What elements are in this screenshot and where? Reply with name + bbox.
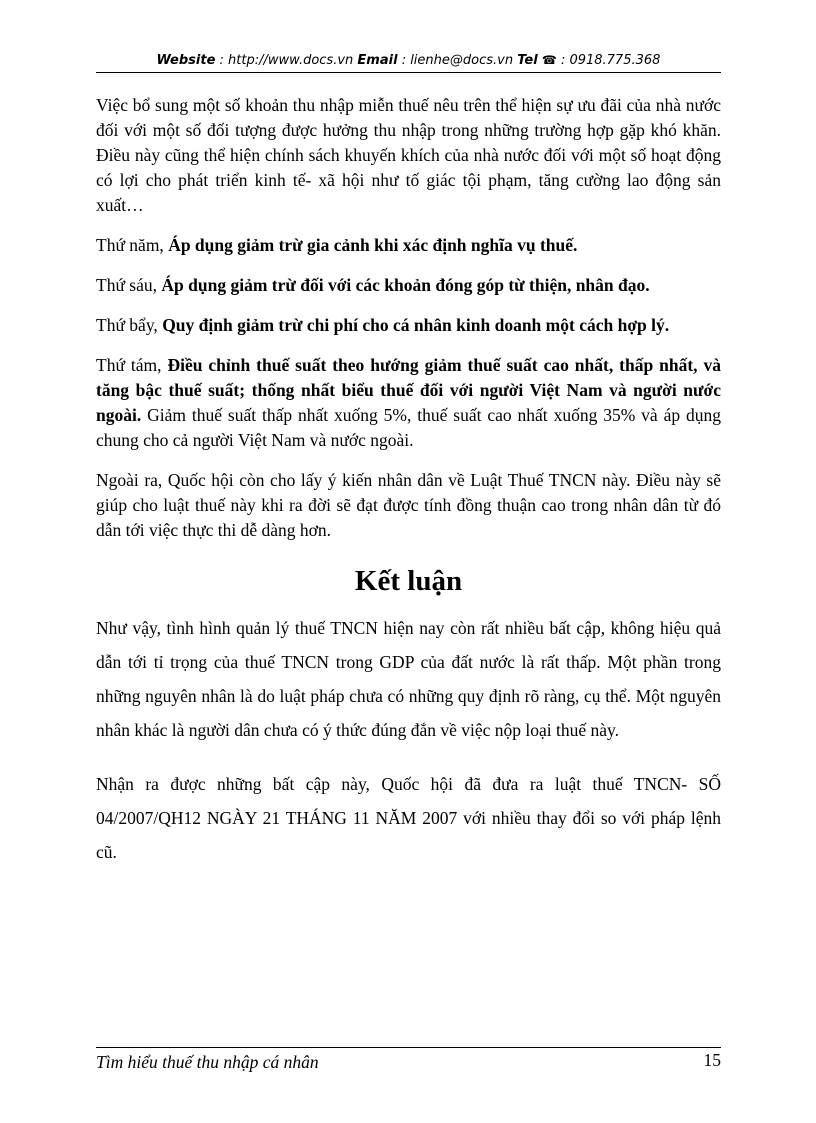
eighth-point-prefix: Thứ tám, <box>96 355 168 375</box>
page-header <box>96 48 721 73</box>
fifth-point-prefix: Thứ năm, <box>96 235 169 255</box>
website-value[interactable]: : http://www.docs.vn <box>219 53 354 68</box>
tel-value: : 0918.775.368 <box>560 53 661 68</box>
conclusion-paragraph-1: Như vậy, tình hình quản lý thuế TNCN hiện nay còn rất nhiều bất cập, không hiệu quả dẫn tới tỉ trọng của thuế TNCN trong GDP của đất nước là rất thấp. Một phần trong những nguyên nhân là do luật pháp chưa có những quy định rõ ràng, cụ thể. Một nguyên nhân khác là người dân chưa có ý thức đúng đắn về việc nộp loại thuế này. <box>96 618 721 740</box>
email-label: Email <box>357 53 398 68</box>
paragraph-public-consultation: Ngoài ra, Quốc hội còn cho lấy ý kiến nhân dân về Luật Thuế TNCN này. Điều này sẽ giúp cho luật thuế này khi ra đời sẽ đạt được tính đồng thuận cao trong nhân dân từ đó dẫn tới việc thực thi dễ dàng hơn. <box>96 470 721 540</box>
sixth-point-title: Áp dụng giảm trừ đối với các khoản đóng góp từ thiện, nhân đạo. <box>161 275 650 295</box>
email-value[interactable]: : lienhe@docs.vn <box>401 53 514 68</box>
paragraph-sixth-point <box>96 273 721 298</box>
phone-icon: ☎ <box>541 53 557 67</box>
paragraph-eighth-point <box>96 353 721 453</box>
seventh-point-prefix: Thứ bẩy, <box>96 315 163 335</box>
page-footer <box>96 1047 721 1078</box>
tel-label: Tel <box>517 53 538 68</box>
eighth-point-title: Điều chỉnh thuế suất theo hướng giảm thuế suất cao nhất, thấp nhất, và tăng bậc thuế suất; thống nhất biểu thuế đối với người Việt Nam và người nước ngoài. <box>96 355 721 425</box>
paragraph-tax-exemptions: Việc bổ sung một số khoản thu nhập miễn thuế nêu trên thể hiện sự ưu đãi của nhà nước đối với một số đối tượng được hưởng thu nhập trong những trường hợp gặp khó khăn. Điều này cũng thể hiện chính sách khuyến khích của nhà nước đối với một số hoạt động có lợi cho phát triển kinh tế- xã hội như tố giác tội phạm, tăng cường lao động sản xuất… <box>96 95 721 215</box>
conclusion-heading: Kết luận <box>354 565 463 597</box>
conclusion-paragraph-2: Nhận ra được những bất cập này, Quốc hội đã đưa ra luật thuế TNCN- SỐ 04/2007/QH12 NGÀY 21 THÁNG 11 NĂM 2007 với nhiều thay đổi so với pháp lệnh cũ. <box>96 774 721 862</box>
page-number: 15 <box>703 1050 721 1070</box>
eighth-point-text: Giảm thuế suất thấp nhất xuống 5%, thuế suất cao nhất xuống 35% và áp dụng chung cho cả người Việt Nam và nước ngoài. <box>96 405 721 450</box>
document-body <box>96 93 721 869</box>
seventh-point-title: Quy định giảm trừ chi phí cho cá nhân kinh doanh một cách hợp lý. <box>162 315 670 335</box>
sixth-point-prefix: Thứ sáu, <box>96 275 162 295</box>
paragraph-fifth-point <box>96 233 721 258</box>
footer-title: Tìm hiểu thuế thu nhập cá nhân <box>96 1052 319 1072</box>
fifth-point-title: Áp dụng giảm trừ gia cảnh khi xác định nghĩa vụ thuế. <box>168 235 578 255</box>
paragraph-seventh-point <box>96 313 721 338</box>
website-label: Website <box>156 53 216 68</box>
